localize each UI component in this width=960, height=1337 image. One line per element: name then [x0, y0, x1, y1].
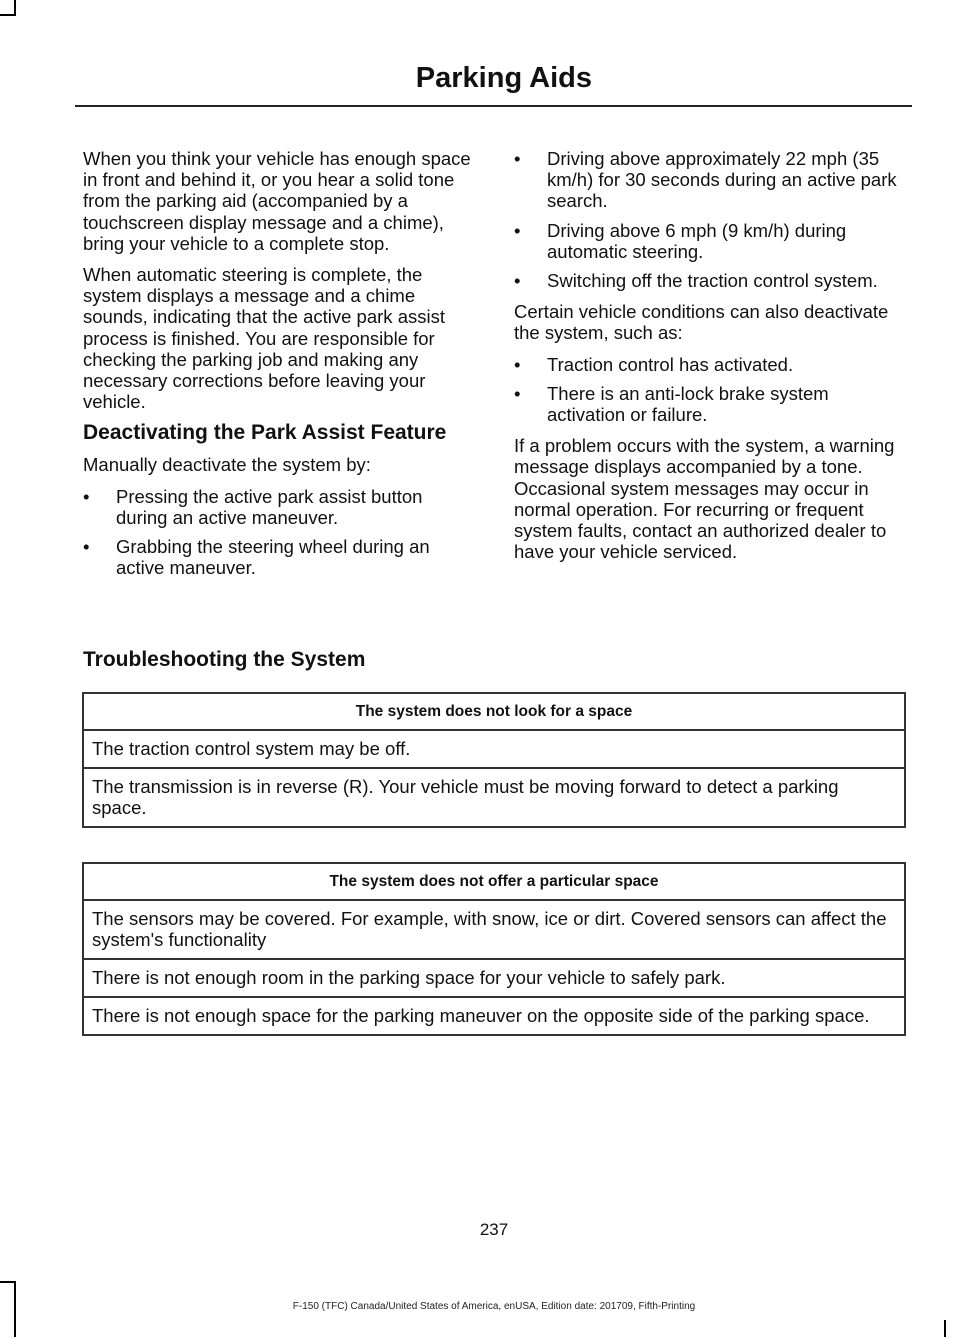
edition-footer: F-150 (TFC) Canada/United States of America, enUSA, Edition date: 201709, Fifth-Printing [292, 1301, 696, 1312]
list-item [83, 486, 478, 528]
right-column [514, 148, 909, 572]
table-cell: There is not enough room in the parking space for your vehicle to safely park. [83, 959, 905, 997]
paragraph-stop-vehicle: When you think your vehicle has enough space in front and behind it, or you hear a solid tone from the parking aid (accompanied by a touchscreen display message and a chime), bring your vehicle to a complete stop. [83, 148, 471, 254]
list-item [514, 220, 909, 262]
table-row [83, 768, 905, 827]
troubleshooting-heading: Troubleshooting the System [83, 648, 366, 671]
bullet-glyph: • [83, 536, 90, 558]
list-item [514, 354, 909, 375]
list-item-text: Driving above approximately 22 mph (35 km/h) for 30 seconds during an active park search. [547, 148, 897, 212]
troubleshoot-table-no-search [82, 692, 906, 828]
table-cell: The sensors may be covered. For example, with snow, ice or dirt. Covered sensors can affect the system's functionality [83, 900, 905, 959]
list-item-text: Traction control has activated. [547, 353, 794, 375]
bullet-glyph: • [514, 270, 521, 292]
conditions-list [514, 354, 909, 426]
table-row [83, 730, 905, 768]
paragraph-steering-complete: When automatic steering is complete, the system displays a message and a chime sounds, indicating that the active park assist process is finished. You are responsible for checking the parking job and making any necessary corrections before leaving your vehicle. [83, 264, 445, 413]
list-item-text: There is an anti-lock brake system activation or failure. [547, 382, 829, 426]
table-cell: There is not enough space for the parking maneuver on the opposite side of the parking space. [83, 997, 905, 1035]
paragraph-manual-deactivate: Manually deactivate the system by: [83, 454, 371, 476]
list-item-text: Grabbing the steering wheel during an active maneuver. [116, 536, 430, 579]
table-row [83, 997, 905, 1035]
paragraph-vehicle-conditions: Certain vehicle conditions can also deactivate the system, such as: [514, 301, 889, 344]
list-item-text: Driving above 6 mph (9 km/h) during automatic steering. [547, 219, 847, 262]
list-item-text: Switching off the traction control system. [547, 270, 878, 292]
page-number: 237 [479, 1220, 509, 1239]
bullet-glyph: • [514, 219, 521, 241]
table-row [83, 959, 905, 997]
table-cell: The transmission is in reverse (R). Your vehicle must be moving forward to detect a parking space. [83, 768, 905, 827]
bullet-glyph: • [514, 148, 521, 169]
bullet-glyph: • [83, 485, 90, 507]
crop-mark-top-left-h [0, 14, 16, 16]
table-row [83, 900, 905, 959]
troubleshoot-table-no-offer [82, 862, 906, 1036]
paragraph-system-problem: If a problem occurs with the system, a warning message displays accompanied by a tone. Occasional system messages may occur in normal operation. For recurring or frequent system faults, contact an authorized dealer to have your vehicle serviced. [514, 435, 895, 563]
table-header: The system does not offer a particular space [83, 863, 905, 900]
list-item [514, 270, 909, 291]
bullet-glyph: • [514, 382, 521, 404]
auto-deactivate-list [514, 148, 909, 291]
table-header-row [83, 693, 905, 730]
manual-deactivate-list [83, 486, 478, 579]
left-column [83, 148, 478, 588]
bullet-glyph: • [514, 353, 521, 375]
table-header-row [83, 863, 905, 900]
table-header: The system does not look for a space [83, 693, 905, 730]
list-item-text: Pressing the active park assist button during an active maneuver. [116, 485, 423, 528]
list-item [514, 383, 909, 425]
table-cell: The traction control system may be off. [83, 730, 905, 768]
list-item [514, 148, 909, 212]
crop-mark-bottom-left-h [0, 1281, 16, 1283]
crop-mark-bottom-right-v [944, 1320, 946, 1337]
page-header-title: Parking Aids [415, 62, 592, 94]
list-item [83, 536, 478, 578]
header-rule [75, 105, 912, 107]
deactivating-heading: Deactivating the Park Assist Feature [83, 421, 447, 445]
